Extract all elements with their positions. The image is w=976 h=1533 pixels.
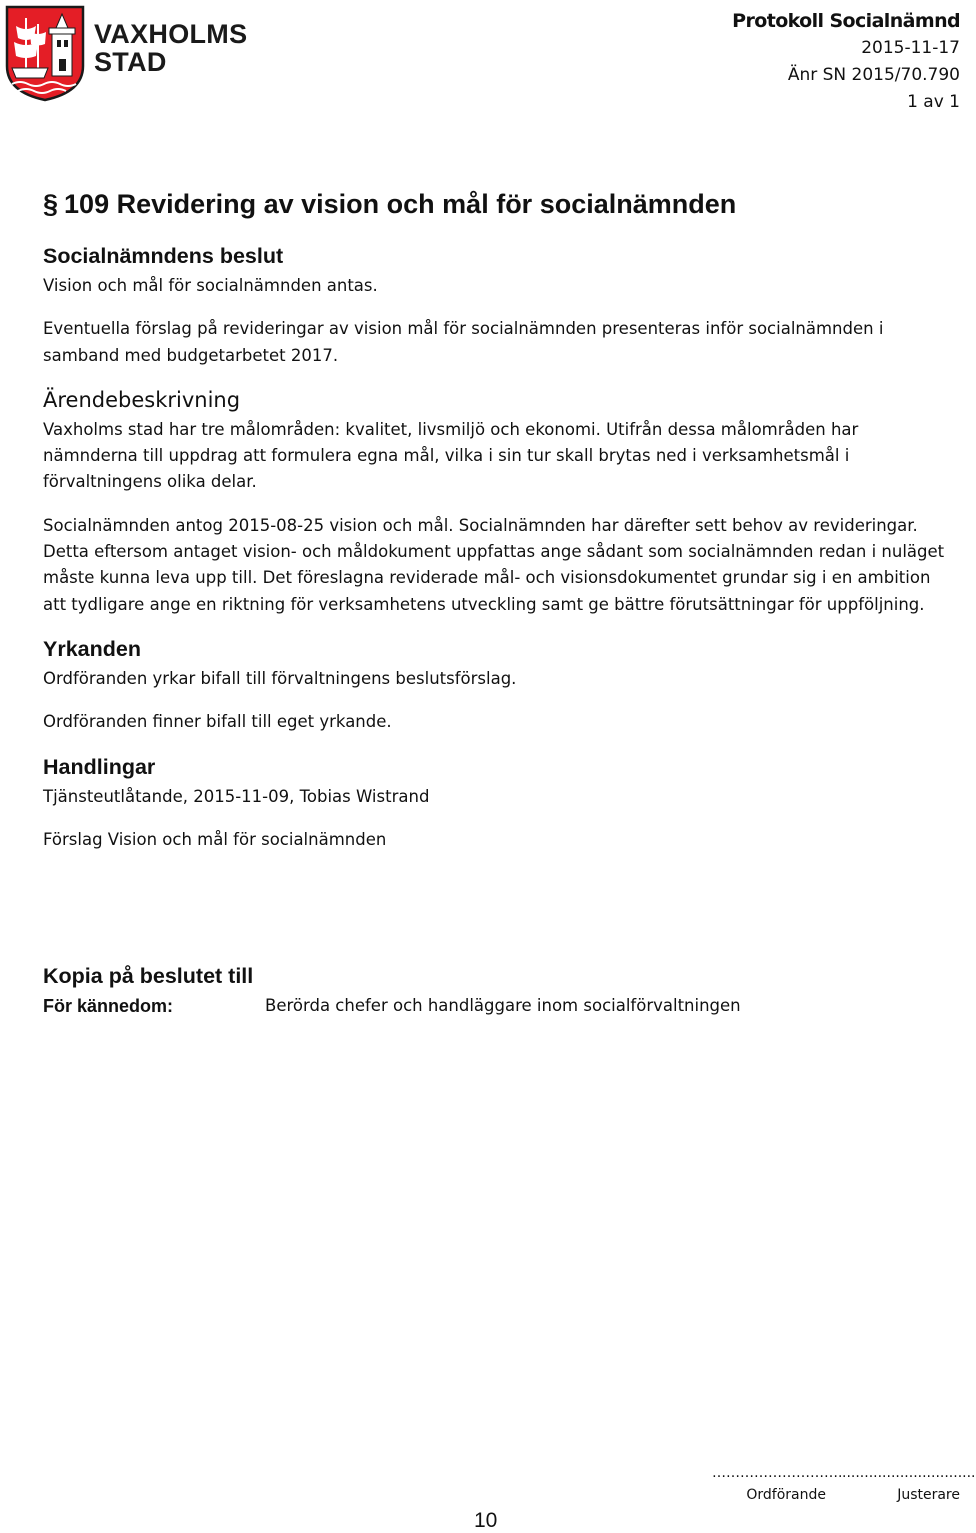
spacer bbox=[43, 870, 958, 962]
kopia-value: Berörda chefer och handläggare inom socialförvaltningen bbox=[265, 996, 741, 1016]
beslut-paragraph-1: Vision och mål för socialnämnden antas. bbox=[43, 276, 378, 295]
yrkanden-heading: Yrkanden bbox=[43, 636, 141, 661]
arende-heading: Ärendebeskrivning bbox=[43, 387, 241, 412]
page-number: 10 bbox=[474, 1509, 498, 1532]
section-title-text: 109 Revidering av vision och mål för socialnämnden bbox=[64, 189, 737, 219]
handlingar-paragraph-1: Tjänsteutlåtande, 2015-11-09, Tobias Wistrand bbox=[43, 786, 430, 806]
signature-chairman-label: Ordförande bbox=[746, 1487, 826, 1503]
protocol-content bbox=[43, 184, 958, 1019]
logo-line-2: STAD bbox=[94, 47, 167, 77]
arende-paragraph-1: Vaxholms stad har tre målområden: kvalitet, livsmiljö och ekonomi. Utifrån dessa målområden har nämnderna till uppdrag att formulera egna mål, vilka i sin tur skall brytas ned i verksamhetsmål i förvaltningens olika delar. bbox=[43, 419, 859, 492]
kopia-heading: Kopia på beslutet till bbox=[43, 964, 254, 989]
document-date: 2015-11-17 bbox=[861, 38, 960, 58]
signature-adjuster-line: .............................. bbox=[842, 1465, 976, 1481]
arende-paragraph-2: Socialnämnden antog 2015-08-25 vision och mål. Socialnämnden har därefter sett behov av revideringar. Detta eftersom antaget vision- och måldokument uppfattas ange sådant som socialnämnden redan i nuläget måste kunna leva upp till. Det föreslagna reviderade mål- och visionsdokumentet grundar sig i en ambition att tydligare ange en riktning för verksamhetens utveckling samt ge bättre förutsättningar för uppföljning. bbox=[43, 515, 945, 614]
kopia-row bbox=[43, 993, 958, 1019]
kopia-label: För kännedom: bbox=[43, 996, 174, 1017]
document-title: Protokoll Socialnämnd bbox=[732, 10, 960, 32]
vaxholm-coat-of-arms-icon bbox=[4, 4, 86, 102]
paragraph-sign: § bbox=[43, 189, 59, 219]
yrkanden-paragraph-1: Ordföranden yrkar bifall till förvaltningens beslutsförslag. bbox=[43, 668, 517, 688]
logo-line-1: VAXHOLMS bbox=[94, 19, 248, 49]
beslut-heading: Socialnämndens beslut bbox=[43, 244, 284, 268]
document-reference: Änr SN 2015/70.790 bbox=[787, 65, 960, 85]
signature-chairman-line: ………………………. bbox=[712, 1465, 843, 1481]
page-indicator: 1 av 1 bbox=[907, 92, 960, 112]
logo bbox=[4, 4, 264, 102]
signature-adjuster bbox=[842, 1462, 976, 1506]
signature-adjuster-label: Justerare bbox=[897, 1487, 960, 1503]
beslut-paragraph-2: Eventuella förslag på revideringar av vision mål för socialnämnden presenteras inför socialnämnden i samband med budgetarbetet 2017. bbox=[43, 319, 884, 365]
signature-chairman bbox=[712, 1462, 843, 1506]
handlingar-heading: Handlingar bbox=[43, 754, 156, 779]
section-title bbox=[43, 184, 958, 224]
yrkanden-paragraph-2: Ordföranden finner bifall till eget yrkande. bbox=[43, 712, 392, 732]
handlingar-paragraph-2: Förslag Vision och mål för socialnämnden bbox=[43, 829, 387, 849]
document-header bbox=[732, 8, 960, 116]
